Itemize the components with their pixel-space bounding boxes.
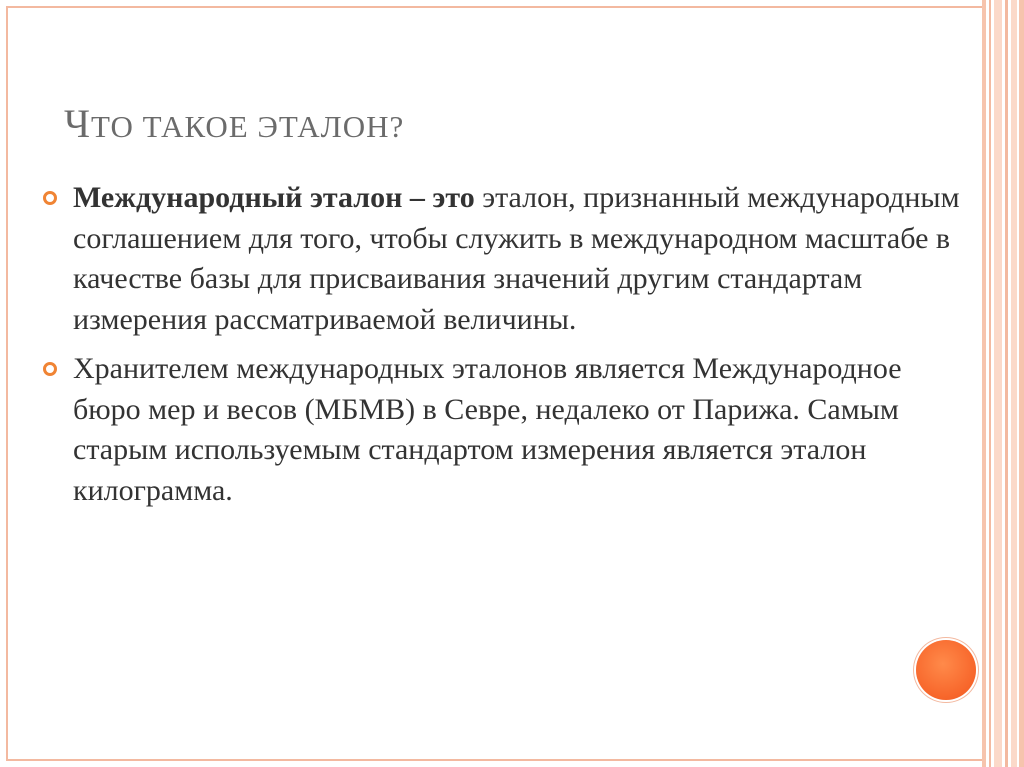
- stripe: [982, 0, 986, 767]
- circle-outline-icon: [43, 191, 57, 205]
- decorative-stripes: [982, 0, 1024, 767]
- circle-outline-icon: [43, 362, 57, 376]
- slide-content: [42, 178, 962, 520]
- stripe: [989, 0, 991, 767]
- bullet-item: [42, 178, 962, 340]
- stripe: [1011, 0, 1017, 767]
- bullet-text: эталон, признанный международным соглашением для того, чтобы служить в международном масштабе в качестве базы для присваивания значений другим стандартам измерения рассматриваемой величины.: [73, 181, 960, 336]
- bullet-text: Хранителем международных эталонов является Международное бюро мер и весов (МБМВ) в Севре, недалеко от Парижа. Самым старым используемым стандартом измерения является эталон килограмма.: [73, 352, 902, 507]
- title-rest: ТО ТАКОЕ ЭТАЛОН?: [91, 109, 405, 144]
- title-first-letter: Ч: [64, 101, 91, 146]
- stripe: [1019, 0, 1024, 767]
- bullet-item: [42, 349, 962, 511]
- stripe: [994, 0, 1002, 767]
- slide-title: [64, 100, 404, 147]
- stripe: [1005, 0, 1008, 767]
- orange-circle-icon: [916, 640, 976, 700]
- bullet-bold-text: Международный эталон – это: [73, 181, 475, 214]
